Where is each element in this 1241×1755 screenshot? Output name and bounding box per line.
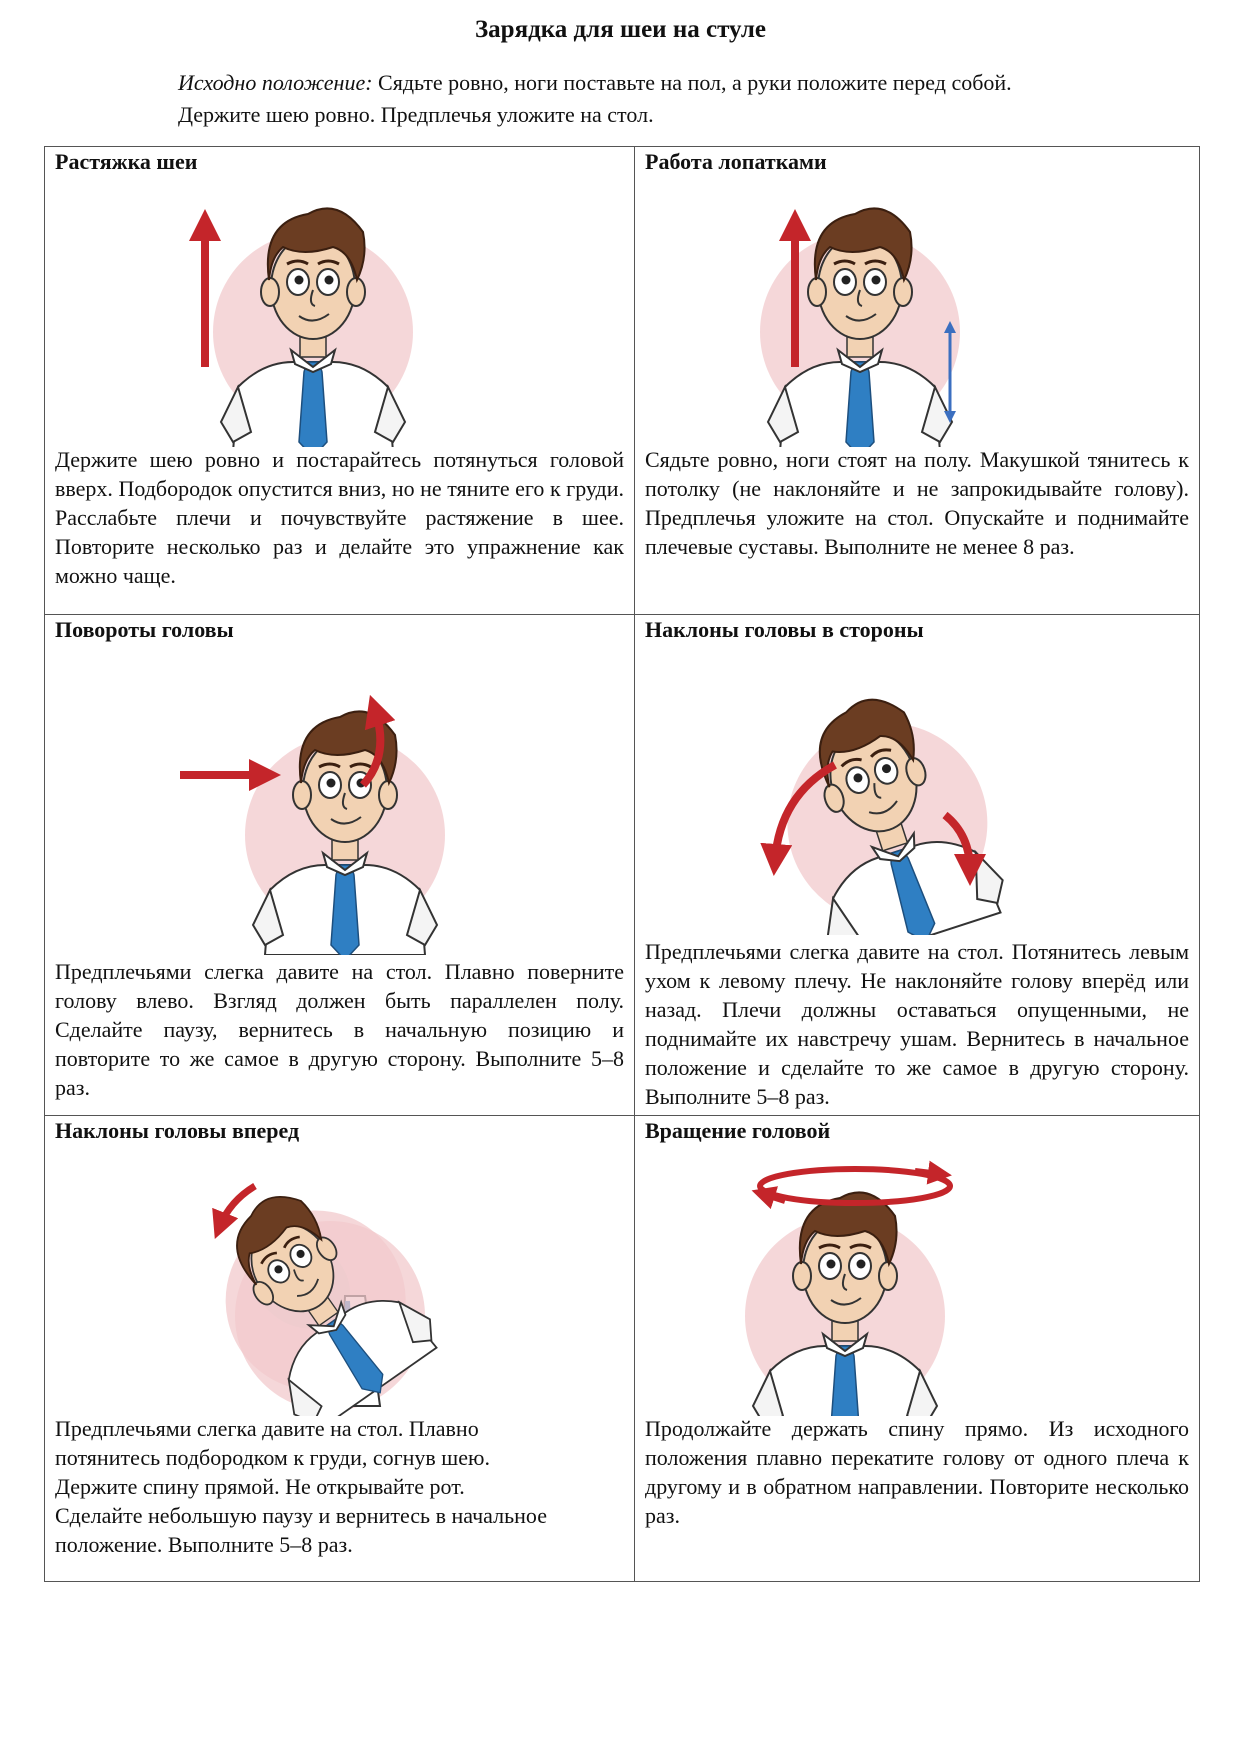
exercise-description-line: Сделайте небольшую паузу и вернитесь в начальное [55,1503,547,1528]
exercise-description [55,1414,624,1559]
exercise-title: Работа лопатками [645,149,827,174]
exercise-title: Наклоны головы вперед [55,1118,300,1143]
man-stretch-up-icon [45,177,634,447]
man-head-tilt-icon [635,645,1199,935]
exercise-title: Растяжка шеи [55,149,198,174]
intro-line-1: Сядьте ровно, ноги поставьте на пол, а руки положите перед собой. [372,70,1012,95]
exercise-description: Предплечьями слегка давите на стол. Плавно поверните голову влево. Взгляд должен быть параллелен полу. Сделайте паузу, вернитесь в начальную позицию и повторите то же самое в другую сторону. Выполните 5–8 раз. [55,959,624,1100]
exercise-description-line: Предплечьями слегка давите на стол. Плавно [55,1416,479,1441]
exercise-description-line: положение. Выполните 5–8 раз. [55,1532,353,1557]
man-head-turn-icon [45,645,634,955]
exercise-cell-head-rotation [635,1116,1200,1582]
exercise-cell-neck-stretch [45,147,635,615]
page-title: Зарядка для шеи на стуле [474,16,767,43]
intro-line-2: Держите шею ровно. Предплечья уложите на стол. [178,102,654,127]
intro-paragraph [178,67,1188,131]
exercise-description: Продолжайте держать спину прямо. Из исходного положения плавно перекатите голову от одного плеча к другому и в обратном направлении. Повторите несколько раз. [645,1416,1189,1528]
exercise-description: Предплечьями слегка давите на стол. Потянитесь левым ухом к левому плечу. Не наклоняйте голову вперёд или назад. Плечи должны оставаться опущенными, не поднимайте их навстречу ушам. Вернитесь в начальное положение и сделайте то же самое в другую сторону. Выполните 5–8 раз. [645,939,1189,1109]
exercise-description: Сядьте ровно, ноги стоят на полу. Макушкой тянитесь к потолку (не наклоняйте и не запрокидывайте голову). Предплечья уложите на стол. Опускайте и поднимайте плечевые суставы. Выполните не менее 8 раз. [645,447,1189,559]
exercise-title: Повороты головы [55,617,234,642]
exercise-description: Держите шею ровно и постарайтесь потянуться головой вверх. Подбородок опустится вниз, но не тяните его к груди. Расслабьте плечи и почувствуйте растяжение в шее. Повторите несколько раз и делайте это упражнение как можно чаще. [55,447,624,588]
exercise-description-line: потянитесь подбородком к груди, согнув шею. [55,1445,490,1470]
exercise-cell-head-turns [45,615,635,1116]
exercise-title: Наклоны головы в стороны [645,617,924,642]
exercise-grid [44,146,1200,1582]
exercise-cell-shoulder-blades [635,147,1200,615]
man-head-rotate-icon [635,1146,1199,1416]
exercise-description-line: Держите спину прямой. Не открывайте рот. [55,1474,465,1499]
man-shoulders-icon [635,177,1199,447]
man-head-forward-icon [45,1146,634,1416]
intro-lead: Исходно положение: [178,70,373,95]
exercise-title: Вращение головой [645,1118,831,1143]
exercise-cell-side-tilts [635,615,1200,1116]
exercise-cell-forward-tilts [45,1116,635,1582]
